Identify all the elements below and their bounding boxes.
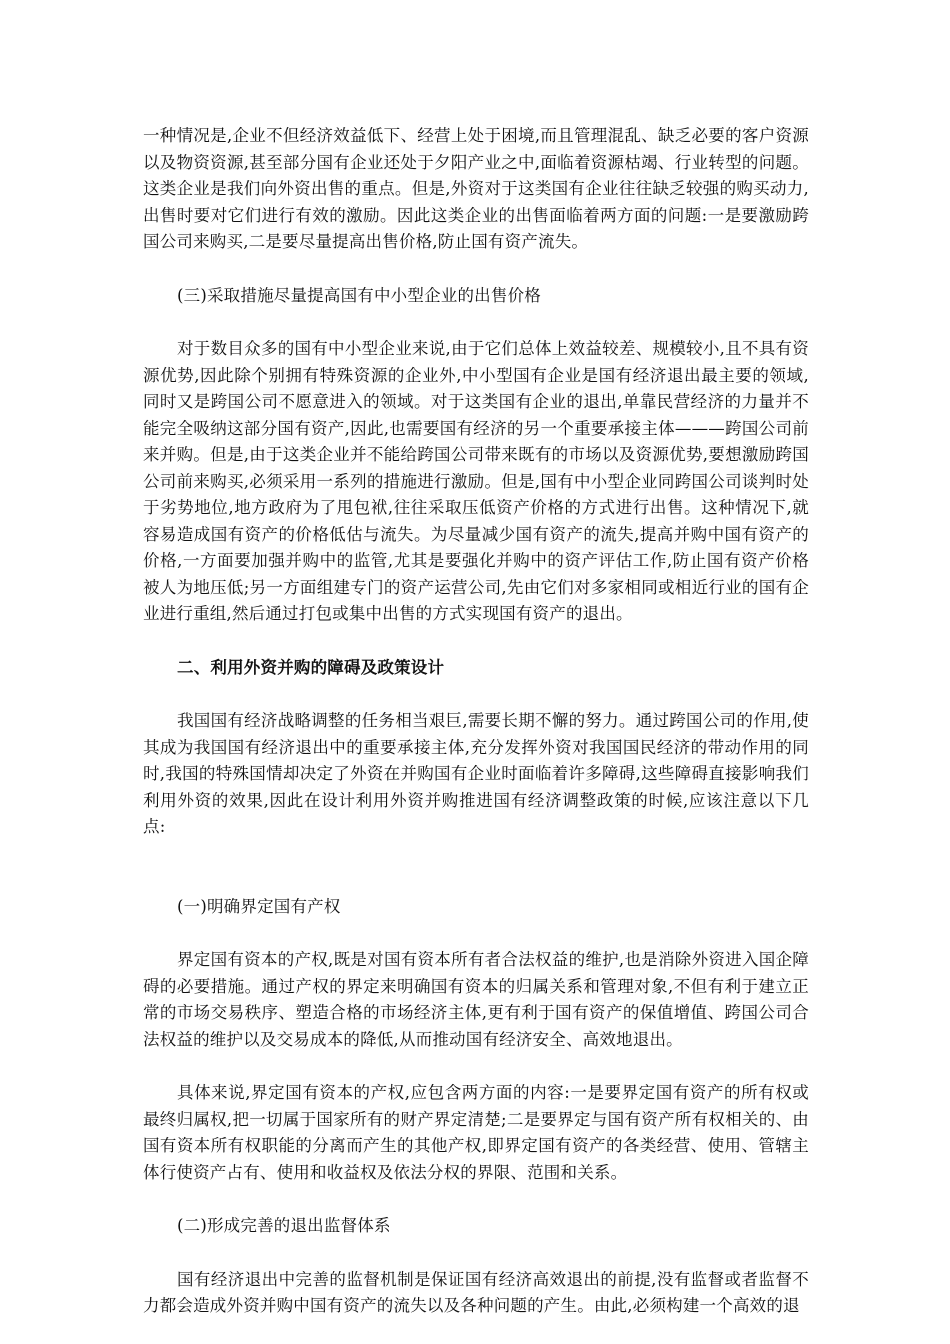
paragraph-3: 我国国有经济战略调整的任务相当艰巨,需要长期不懈的努力。通过跨国公司的作用,使其成为我国国有经济退出中的重要承接主体,充分发挥外资对我国国民经济的带动作用的同时,我国的特殊国情却决定了外资在并购国有企业时面临着许多障碍,这些障碍直接影响我们利用外资的效果,因此在设计利用外资并购推进国有经济调整政策的时候,应该注意以下几点: xyxy=(143,711,809,836)
subheading-3: (三)采取措施尽量提高国有中小型企业的出售价格 xyxy=(177,285,541,305)
subheading-1: (一)明确界定国有产权 xyxy=(177,896,341,916)
document-body xyxy=(143,123,809,1320)
subheading-2: (二)形成完善的退出监督体系 xyxy=(177,1216,391,1235)
paragraph-1: 一种情况是,企业不但经济效益低下、经营上处于困境,而且管理混乱、缺乏必要的客户资源以及物资资源,甚至部分国有企业还处于夕阳产业之中,面临着资源枯竭、行业转型的问题。这类企业是我们向外资出售的重点。但是,外资对于这类国有企业往往缺乏较强的购买动力,出售时要对它们进行有效的激励。因此这类企业的出售面临着两方面的问题:一是要激励跨国公司来购买,二是要尽量提高出售价格,防止国有资产流失。 xyxy=(143,126,809,251)
paragraph-4: 界定国有资本的产权,既是对国有资本所有者合法权益的维护,也是消除外资进入国企障碍的必要措施。通过产权的界定来明确国有资本的归属关系和管理对象,不但有利于建立正常的市场交易秩序、塑造合格的市场经济主体,更有利于国有资产的保值增值、跨国公司合法权益的维护以及交易成本的降低,从而推动国有经济安全、高效地退出。 xyxy=(143,950,809,1049)
section-heading-2: 二、利用外资并购的障碍及政策设计 xyxy=(177,657,445,677)
paragraph-5: 具体来说,界定国有资本的产权,应包含两方面的内容:一是要界定国有资产的所有权或最终归属权,把一切属于国家所有的财产界定清楚;二是要界定与国有资产所有权相关的、由国有资本所有权职能的分离而产生的其他产权,即界定国有资产的各类经营、使用、管辖主体行使资产占有、使用和收益权及依法分权的界限、范围和关系。 xyxy=(143,1083,809,1182)
paragraph-6: 国有经济退出中完善的监督机制是保证国有经济高效退出的前提,没有监督或者监督不力都会造成外资并购中国有资产的流失以及各种问题的产生。由此,必须构建一个高效的退 xyxy=(143,1269,809,1315)
paragraph-2: 对于数目众多的国有中小型企业来说,由于它们总体上效益较差、规模较小,且不具有资源优势,因此除个别拥有特殊资源的企业外,中小型国有企业是国有经济退出最主要的领域,同时又是跨国公司不愿意进入的领域。对于这类国有企业的退出,单靠民营经济的力量并不能完全吸纳这部分国有资产,因此,也需要国有经济的另一个重要承接主体———跨国公司前来并购。但是,由于这类企业并不能给跨国公司带来既有的市场以及资源优势,要想激励跨国公司前来购买,必须采用一系列的措施进行激励。但是,国有中小型企业同跨国公司谈判时处于劣势地位,地方政府为了甩包袱,往往采取压低资产价格的方式进行出售。这种情况下,就容易造成国有资产的价格低估与流失。为尽量减少国有资产的流失,提高并购中国有资产的价格,一方面要加强并购中的监管,尤其是要强化并购中的资产评估工作,防止国有资产价格被人为地压低;另一方面组建专门的资产运营公司,先由它们对多家相同或相近行业的国有企业进行重组,然后通过打包或集中出售的方式实现国有资产的退出。 xyxy=(143,339,809,623)
